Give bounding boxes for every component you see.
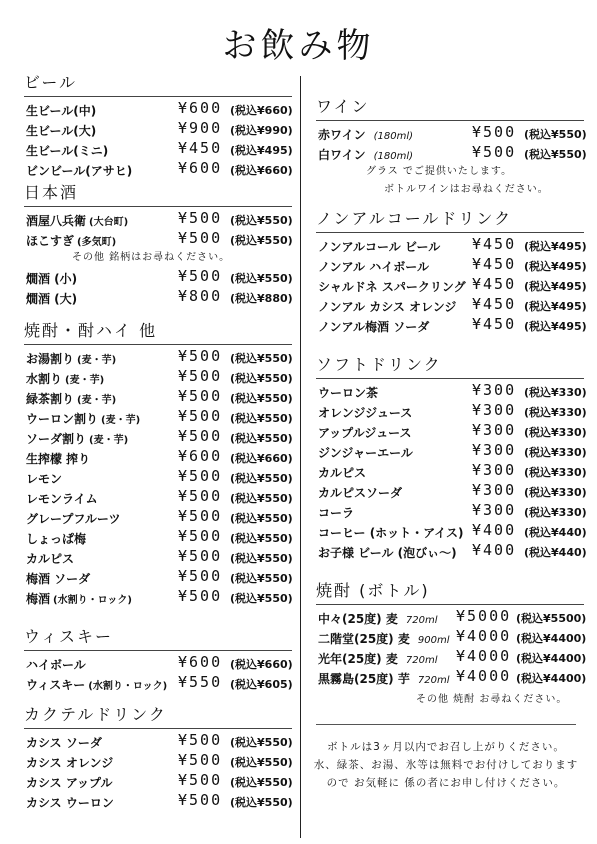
- item-price-tax: (税込¥330): [524, 386, 587, 399]
- item-price-tax: (税込¥550): [230, 592, 293, 605]
- item-name: [26, 490, 98, 507]
- item-name: [26, 370, 104, 387]
- item-price: ¥500: [178, 527, 223, 545]
- item-price-tax: (税込¥550): [230, 412, 293, 425]
- item-name: [26, 350, 116, 367]
- item-name: [26, 530, 86, 547]
- item-price: ¥500: [472, 143, 517, 161]
- item-label: 生ビール(中): [26, 104, 97, 118]
- menu-item: [24, 653, 292, 673]
- section-softdrink: [316, 352, 587, 561]
- menu-item: [316, 627, 587, 647]
- item-name: [26, 390, 116, 407]
- item-name: [318, 404, 412, 421]
- item-label: 生ビール(ミニ): [26, 144, 109, 158]
- menu-item: [24, 139, 292, 159]
- item-price: ¥500: [178, 209, 223, 227]
- menu-item: [24, 267, 292, 287]
- menu-item: [316, 401, 587, 421]
- item-price-tax: (税込¥330): [524, 406, 587, 419]
- item-volume: 720ml: [417, 675, 450, 686]
- item-label: ウィスキー: [26, 678, 86, 692]
- footer-line-2: 水、緑茶、お湯、氷等は無料でお付けしております: [313, 759, 579, 771]
- menu-item: [316, 235, 587, 255]
- item-price-tax: (税込¥495): [524, 260, 587, 273]
- item-price-tax: (税込¥660): [230, 658, 293, 671]
- item-name: [26, 774, 113, 791]
- menu-item: [24, 229, 292, 249]
- section-rule: [24, 344, 292, 345]
- item-label: レモンライム: [26, 492, 98, 506]
- item-price: ¥800: [178, 287, 223, 305]
- item-name: [26, 550, 74, 567]
- item-price: ¥500: [178, 347, 223, 365]
- item-price-tax: (税込¥550): [230, 532, 293, 545]
- item-price-tax: (税込¥330): [524, 446, 587, 459]
- item-name: [318, 650, 437, 667]
- menu-item: [24, 387, 292, 407]
- item-name: [26, 734, 102, 751]
- menu-item: [316, 275, 587, 295]
- item-name: [318, 444, 413, 461]
- menu-item: [24, 487, 292, 507]
- menu-item: [316, 461, 587, 481]
- item-label: 水割り: [26, 372, 63, 386]
- item-name: [26, 430, 128, 447]
- item-price: ¥600: [178, 99, 223, 117]
- item-name: [26, 410, 140, 427]
- section-rule: [24, 650, 292, 651]
- item-volume: 720ml: [405, 655, 438, 666]
- item-price-tax: (税込¥880): [230, 292, 293, 305]
- item-label: ウーロン茶: [318, 386, 379, 400]
- section-bottle: [316, 578, 587, 709]
- item-price: ¥600: [178, 447, 223, 465]
- item-name: [26, 162, 132, 179]
- section-cocktail: [24, 702, 292, 811]
- item-name: [26, 754, 113, 771]
- menu-item: [24, 527, 292, 547]
- item-label: 梅酒: [26, 592, 51, 606]
- item-price: ¥400: [472, 541, 517, 559]
- item-price-tax: (税込¥440): [524, 546, 587, 559]
- section-title: 焼酎・酎ハイ 他: [24, 321, 158, 340]
- item-price: ¥4000: [456, 647, 512, 665]
- item-price: ¥500: [178, 467, 223, 485]
- item-label: ハイボール: [26, 658, 86, 672]
- item-name: [318, 544, 457, 561]
- menu-item: [24, 791, 292, 811]
- item-sub: (麦・芋): [77, 395, 117, 406]
- item-price-tax: (税込¥550): [524, 128, 587, 141]
- menu-item: [24, 99, 292, 119]
- item-name: [318, 278, 466, 295]
- section-wine: [316, 94, 587, 199]
- item-name: [318, 670, 449, 687]
- section-rule: [24, 206, 292, 207]
- item-label: しょっぱ梅: [26, 532, 87, 546]
- item-label: ノンアルコール ビール: [318, 240, 441, 254]
- item-label: お子様 ビール (泡びぃ〜): [318, 546, 457, 560]
- item-name: [318, 524, 463, 541]
- item-sub: (麦・芋): [65, 375, 105, 386]
- item-price: ¥500: [178, 587, 223, 605]
- item-name: [318, 298, 456, 315]
- item-label: ノンアル ハイボール: [318, 260, 429, 274]
- item-name: [26, 122, 96, 139]
- column-divider: [300, 76, 301, 838]
- menu-item: [24, 507, 292, 527]
- menu-item: [316, 295, 587, 315]
- menu-item: [24, 751, 292, 771]
- menu-item: [316, 607, 587, 627]
- menu-item: [24, 407, 292, 427]
- item-name: [318, 630, 449, 647]
- item-price: ¥500: [178, 751, 223, 769]
- menu-item: [24, 209, 292, 229]
- menu-item: [24, 159, 292, 179]
- item-price-tax: (税込¥495): [524, 280, 587, 293]
- item-price-tax: (税込¥4400): [516, 632, 587, 645]
- item-label: グレープフルーツ: [26, 512, 121, 526]
- item-price: ¥300: [472, 481, 517, 499]
- section-title: ビール: [24, 73, 78, 92]
- item-price-tax: (税込¥4400): [516, 652, 587, 665]
- menu-item: [24, 467, 292, 487]
- item-price: ¥600: [178, 653, 223, 671]
- item-price-tax: (税込¥495): [524, 320, 587, 333]
- menu-item: [316, 481, 587, 501]
- item-price-tax: (税込¥495): [524, 240, 587, 253]
- item-name: [318, 504, 354, 521]
- section-whisky: [24, 624, 292, 693]
- item-label: カルピス: [318, 466, 367, 480]
- item-price: ¥300: [472, 381, 517, 399]
- menu-item: [316, 381, 587, 401]
- menu-item: [316, 123, 587, 143]
- item-sub: (水割り・ロック): [53, 595, 132, 606]
- item-sub: (麦・芋): [89, 435, 129, 446]
- item-price: ¥4000: [456, 667, 512, 685]
- item-label: ソーダ割り: [26, 432, 87, 446]
- item-price: ¥450: [178, 139, 223, 157]
- item-label: カシス ウーロン: [26, 796, 114, 810]
- item-price: ¥450: [472, 295, 517, 313]
- item-label: 生搾檬 搾り: [26, 452, 91, 466]
- item-label: 緑茶割り: [26, 392, 75, 406]
- item-label: 燗酒 (大): [26, 292, 78, 306]
- item-price-tax: (税込¥550): [230, 552, 293, 565]
- section-rule: [316, 232, 584, 233]
- item-price-tax: (税込¥550): [230, 472, 293, 485]
- item-price: ¥500: [178, 367, 223, 385]
- item-price-tax: (税込¥990): [230, 124, 293, 137]
- menu-item: [316, 541, 587, 561]
- item-label: 梅酒 ソーダ: [26, 572, 91, 586]
- section-sake: [24, 180, 292, 307]
- item-label: オレンジジュース: [318, 406, 413, 420]
- item-price: ¥550: [178, 673, 223, 691]
- footer-line-3: ので お気軽に 係の者にお申し付けください。: [326, 777, 566, 789]
- item-price-tax: (税込¥660): [230, 452, 293, 465]
- item-name: [26, 676, 167, 693]
- item-label: 中々(25度) 麦: [318, 612, 398, 626]
- item-name: [318, 258, 429, 275]
- item-price: ¥900: [178, 119, 223, 137]
- item-price: ¥300: [472, 401, 517, 419]
- section-rule: [316, 120, 584, 121]
- item-name: [318, 610, 437, 627]
- item-price: ¥450: [472, 255, 517, 273]
- item-price-tax: (税込¥4400): [516, 672, 587, 685]
- item-label: 酒屋八兵衛: [26, 214, 87, 228]
- item-label: ビンビール(アサヒ): [26, 164, 133, 178]
- item-price: ¥450: [472, 235, 517, 253]
- item-price: ¥400: [472, 521, 517, 539]
- item-name: [26, 450, 90, 467]
- footer-rule: [316, 724, 576, 725]
- item-price: ¥500: [178, 731, 223, 749]
- item-name: [26, 510, 120, 527]
- item-label: ほこすぎ: [26, 234, 75, 248]
- wine-note-bottle: ボトルワインはお尋ねください。: [384, 184, 549, 195]
- item-name: [318, 424, 412, 441]
- item-price: ¥500: [178, 791, 223, 809]
- menu-item: [24, 347, 292, 367]
- menu-item: [316, 501, 587, 521]
- item-price-tax: (税込¥660): [230, 164, 293, 177]
- item-sub: (大台町): [89, 217, 129, 228]
- item-name: [26, 470, 62, 487]
- menu-item: [24, 427, 292, 447]
- item-price-tax: (税込¥550): [230, 392, 293, 405]
- menu-item: [24, 547, 292, 567]
- section-rule: [316, 604, 584, 605]
- item-name: [318, 384, 378, 401]
- item-price: ¥500: [472, 123, 517, 141]
- item-label: アップルジュース: [318, 426, 412, 440]
- menu-item: [316, 667, 587, 687]
- item-price: ¥4000: [456, 627, 512, 645]
- item-price: ¥300: [472, 421, 517, 439]
- item-price: ¥450: [472, 275, 517, 293]
- item-name: [26, 794, 114, 811]
- item-price-tax: (税込¥330): [524, 486, 587, 499]
- menu-item: [24, 119, 292, 139]
- sake-note: その他 銘柄はお尋ねください。: [72, 252, 231, 263]
- item-label: ノンアル梅酒 ソーダ: [318, 320, 430, 334]
- item-label: カシス ソーダ: [26, 736, 102, 750]
- item-name: [26, 590, 132, 607]
- section-nonalcohol: [316, 206, 587, 335]
- item-name: [318, 464, 366, 481]
- item-price: ¥300: [472, 461, 517, 479]
- item-price-tax: (税込¥550): [230, 234, 293, 247]
- item-price-tax: (税込¥550): [230, 272, 293, 285]
- page-title: お飲み物: [222, 26, 375, 66]
- item-label: カシス アップル: [26, 776, 113, 790]
- item-label: カルピスソーダ: [318, 486, 403, 500]
- item-label: レモン: [26, 472, 63, 486]
- item-price: ¥500: [178, 771, 223, 789]
- section-rule: [24, 728, 292, 729]
- item-label: コーヒー (ホット・アイス): [318, 526, 464, 540]
- item-price: ¥500: [178, 487, 223, 505]
- item-price-tax: (税込¥440): [524, 526, 587, 539]
- item-price: ¥500: [178, 267, 223, 285]
- menu-item: [24, 673, 292, 693]
- item-price: ¥300: [472, 501, 517, 519]
- item-label: 燗酒 (小): [26, 272, 78, 286]
- item-price: ¥450: [472, 315, 517, 333]
- section-title: ワイン: [316, 97, 370, 116]
- item-volume: (180ml): [373, 151, 414, 162]
- menu-item: [316, 521, 587, 541]
- item-price-tax: (税込¥5500): [516, 612, 587, 625]
- section-title: 日本酒: [24, 183, 79, 202]
- menu-item: [316, 647, 587, 667]
- item-label: 光年(25度) 麦: [318, 652, 398, 666]
- item-volume: 720ml: [405, 615, 438, 626]
- item-price-tax: (税込¥330): [524, 426, 587, 439]
- section-shochu: [24, 318, 292, 607]
- item-price: ¥500: [178, 507, 223, 525]
- item-price: ¥600: [178, 159, 223, 177]
- item-name: [318, 238, 440, 255]
- item-price-tax: (税込¥550): [230, 214, 293, 227]
- item-price-tax: (税込¥550): [230, 572, 293, 585]
- item-volume: (180ml): [373, 131, 414, 142]
- item-name: [318, 126, 413, 143]
- item-name: [26, 290, 77, 307]
- item-label: カシス オレンジ: [26, 756, 114, 770]
- item-name: [318, 318, 429, 335]
- item-price: ¥5000: [456, 607, 512, 625]
- footer-notes: [306, 738, 586, 792]
- menu-item: [316, 441, 587, 461]
- item-name: [26, 232, 116, 249]
- item-name: [26, 212, 128, 229]
- item-price-tax: (税込¥550): [230, 736, 293, 749]
- footer-line-1: ボトルは3ヶ月以内でお召し上がりください。: [327, 741, 565, 753]
- item-price-tax: (税込¥330): [524, 466, 587, 479]
- section-beer: [24, 70, 292, 179]
- item-label: ノンアル カシス オレンジ: [318, 300, 457, 314]
- menu-item: [316, 315, 587, 335]
- bottle-note: その他 焼酎 お尋ねください。: [416, 694, 568, 705]
- item-name: [26, 270, 77, 287]
- menu-item: [316, 143, 587, 163]
- menu-item: [24, 771, 292, 791]
- section-title: カクテルドリンク: [24, 705, 167, 724]
- item-price-tax: (税込¥550): [230, 756, 293, 769]
- section-title: 焼酎 (ボトル): [316, 581, 430, 600]
- item-name: [26, 102, 96, 119]
- section-rule: [24, 96, 292, 97]
- item-name: [26, 142, 108, 159]
- item-price: ¥500: [178, 427, 223, 445]
- item-label: 赤ワイン: [318, 128, 366, 142]
- item-label: ウーロン割り: [26, 412, 99, 426]
- section-title: ノンアルコールドリンク: [316, 209, 513, 228]
- item-label: ジンジャーエール: [318, 446, 413, 460]
- menu-item: [24, 287, 292, 307]
- item-price-tax: (税込¥550): [524, 148, 587, 161]
- item-price-tax: (税込¥550): [230, 352, 293, 365]
- item-name: [26, 656, 86, 673]
- wine-note-glass: グラス でご提供いたします。: [366, 166, 513, 177]
- item-price-tax: (税込¥605): [230, 678, 293, 691]
- item-sub: (麦・芋): [77, 355, 117, 366]
- item-price-tax: (税込¥550): [230, 372, 293, 385]
- item-price-tax: (税込¥550): [230, 492, 293, 505]
- menu-item: [316, 255, 587, 275]
- item-price: ¥500: [178, 407, 223, 425]
- item-volume: 900ml: [417, 635, 450, 646]
- menu-item: [24, 731, 292, 751]
- item-sub: (麦・芋): [101, 415, 141, 426]
- section-title: ウィスキー: [24, 627, 114, 646]
- item-price-tax: (税込¥495): [230, 144, 293, 157]
- section-rule: [316, 378, 584, 379]
- menu-item: [316, 421, 587, 441]
- item-price: ¥300: [472, 441, 517, 459]
- section-title: ソフトドリンク: [316, 355, 442, 374]
- item-price-tax: (税込¥495): [524, 300, 587, 313]
- item-price: ¥500: [178, 567, 223, 585]
- item-price-tax: (税込¥550): [230, 776, 293, 789]
- item-name: [318, 146, 413, 163]
- item-name: [318, 484, 402, 501]
- item-price: ¥500: [178, 387, 223, 405]
- item-label: 二階堂(25度) 麦: [318, 632, 410, 646]
- item-label: 白ワイン: [318, 148, 366, 162]
- menu-item: [24, 587, 292, 607]
- item-price: ¥500: [178, 547, 223, 565]
- item-label: お湯割り: [26, 352, 75, 366]
- item-price-tax: (税込¥550): [230, 432, 293, 445]
- item-label: コーラ: [318, 506, 355, 520]
- menu-item: [24, 567, 292, 587]
- item-price-tax: (税込¥550): [230, 512, 293, 525]
- item-price-tax: (税込¥550): [230, 796, 293, 809]
- item-name: [26, 570, 90, 587]
- item-label: 生ビール(大): [26, 124, 97, 138]
- item-price-tax: (税込¥660): [230, 104, 293, 117]
- item-label: カルピス: [26, 552, 75, 566]
- item-label: 黒霧島(25度) 芋: [318, 672, 410, 686]
- menu-item: [24, 447, 292, 467]
- item-sub: (多気町): [77, 237, 117, 248]
- item-price-tax: (税込¥330): [524, 506, 587, 519]
- menu-item: [24, 367, 292, 387]
- item-price: ¥500: [178, 229, 223, 247]
- item-sub: (水割り・ロック): [88, 681, 168, 692]
- item-label: シャルドネ スパークリング: [318, 280, 466, 294]
